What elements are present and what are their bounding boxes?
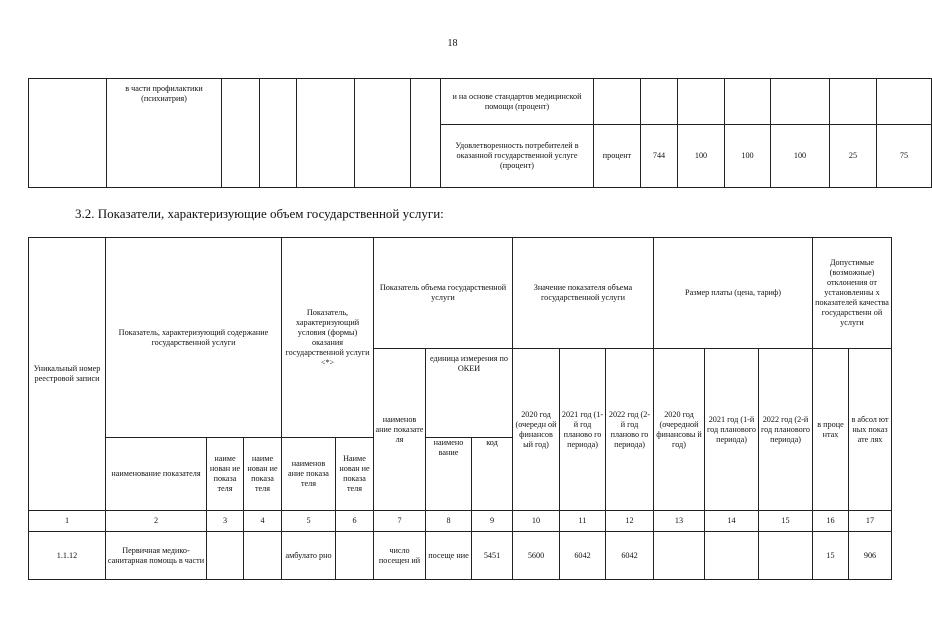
column-number: 1 xyxy=(29,511,106,532)
column-number: 17 xyxy=(849,511,892,532)
service-indicator-cell: Первичная медико-санитарная помощь в части xyxy=(106,532,207,580)
value-2021-cell: 6042 xyxy=(560,532,606,580)
header-volume-indicator-name: наименов ание показате ля xyxy=(374,349,426,511)
header-fee: Размер платы (цена, тариф) xyxy=(654,238,813,349)
unit-code-cell: 5451 xyxy=(472,532,513,580)
header-value-2022: 2022 год (2-й год планово го периода) xyxy=(606,349,654,511)
column-number: 8 xyxy=(426,511,472,532)
unit-name-cell: посеще ние xyxy=(426,532,472,580)
column-number: 16 xyxy=(813,511,849,532)
header-unique-number: Уникальный номер реестровой записи xyxy=(29,238,106,511)
value-2021: 100 xyxy=(725,125,771,188)
header-volume-value: Значение показателя объема государственной услуги xyxy=(513,238,654,349)
deviation-percent: 25 xyxy=(830,125,877,188)
column-number: 10 xyxy=(513,511,560,532)
header-unit-code: код xyxy=(472,438,513,511)
header-deviation-absolute: в абсол ют ных показ ате лях xyxy=(849,349,892,511)
column-number: 7 xyxy=(374,511,426,532)
header-deviation: Допустимые (возможные) отклонения от установленны х показателей качества государственн ой услуги xyxy=(813,238,892,349)
unit-cell: процент xyxy=(594,125,641,188)
volume-indicators-table xyxy=(28,237,892,580)
header-fee-2022: 2022 год (2-й год планового периода) xyxy=(759,349,813,511)
value-2022-cell: 6042 xyxy=(606,532,654,580)
header-fee-2020: 2020 год (очередной финансовы й год) xyxy=(654,349,705,511)
value-2020-cell: 5600 xyxy=(513,532,560,580)
unique-number-cell: 1.1.12 xyxy=(29,532,106,580)
indicator-content-cell: в части профилактики (психиатрия) xyxy=(107,79,222,188)
header-conditions-indicator: Показатель, характеризующий условия (формы) оказания государственной услуги <*> xyxy=(282,238,374,438)
column-number: 4 xyxy=(244,511,282,532)
header-condition-name: наименов ание показа теля xyxy=(282,438,336,511)
column-number: 13 xyxy=(654,511,705,532)
column-number: 11 xyxy=(560,511,606,532)
column-number: 3 xyxy=(207,511,244,532)
okei-code-cell: 744 xyxy=(641,125,678,188)
column-number: 15 xyxy=(759,511,813,532)
column-number: 6 xyxy=(336,511,374,532)
header-deviation-percent: в проце нтах xyxy=(813,349,849,511)
column-number: 5 xyxy=(282,511,336,532)
header-fee-2021: 2021 год (1-й год планового периода) xyxy=(705,349,759,511)
cell-empty xyxy=(29,79,107,188)
satisfaction-indicator: Удовлетворенность потребителей в оказанной государственной услуге (процент) xyxy=(441,125,594,188)
deviation-percent-cell: 15 xyxy=(813,532,849,580)
header-content-indicator: Показатель, характеризующий содержание государственной услуги xyxy=(106,238,282,438)
header-unit-name: наимено вание xyxy=(426,438,472,511)
column-number: 14 xyxy=(705,511,759,532)
header-indicator-name-2: наиме нован ие показа теля xyxy=(207,438,244,511)
header-volume-indicator: Показатель объема государственной услуги xyxy=(374,238,513,349)
volume-name-cell: число посещен ий xyxy=(374,532,426,580)
section-heading: 3.2. Показатели, характеризующие объем государственной услуги: xyxy=(75,206,444,221)
header-value-2021: 2021 год (1-й год планово го периода) xyxy=(560,349,606,511)
column-number: 12 xyxy=(606,511,654,532)
quality-table-continuation xyxy=(28,78,932,188)
deviation-absolute-cell: 906 xyxy=(849,532,892,580)
header-value-2020: 2020 год (очередн ой финансов ый год) xyxy=(513,349,560,511)
deviation-absolute: 75 xyxy=(877,125,932,188)
column-number-row xyxy=(29,511,892,532)
header-indicator-name: наименование показателя xyxy=(106,438,207,511)
condition-cell: амбулато рно xyxy=(282,532,336,580)
header-condition-name-2: Наиме нован ие показа теля xyxy=(336,438,374,511)
value-2022: 100 xyxy=(771,125,830,188)
indicator-standards-cell: и на основе стандартов медицинской помощи (процент) xyxy=(441,79,594,125)
column-number: 9 xyxy=(472,511,513,532)
header-unit-okei: единица измерения по ОКЕИ xyxy=(426,349,513,438)
table-row xyxy=(29,532,892,580)
value-2020: 100 xyxy=(678,125,725,188)
header-indicator-name-3: наиме нован ие показа теля xyxy=(244,438,282,511)
column-number: 2 xyxy=(106,511,207,532)
page-number: 18 xyxy=(447,38,458,49)
